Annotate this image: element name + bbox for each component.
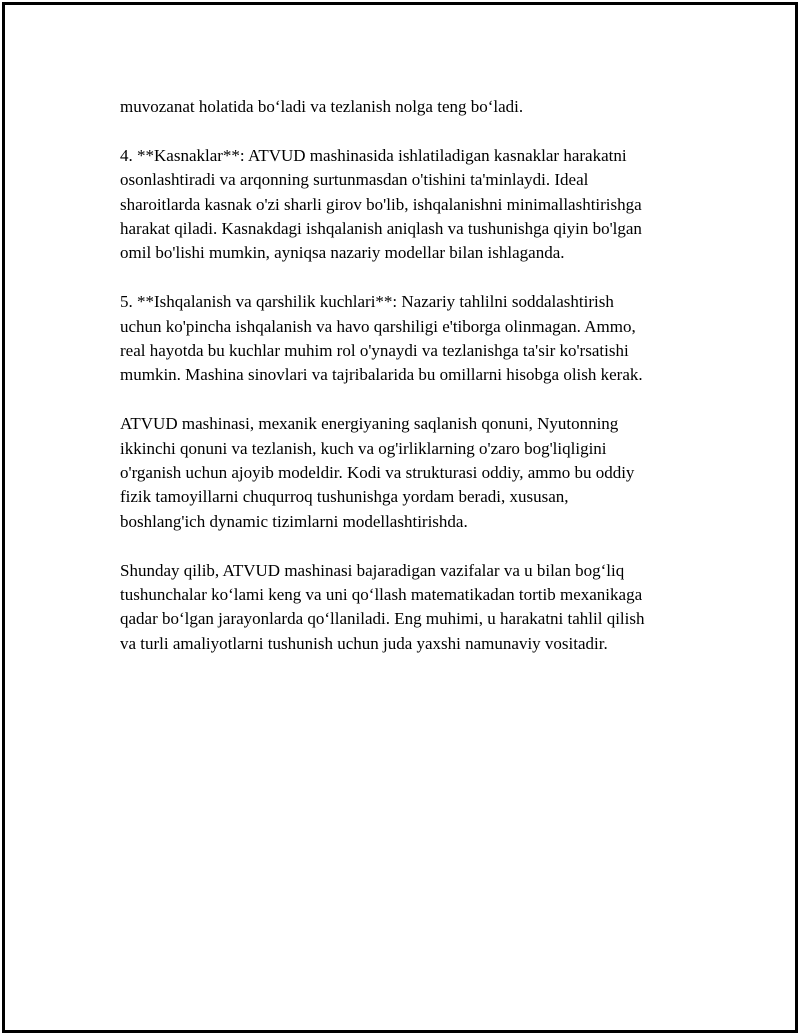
document-body (120, 95, 700, 681)
page-frame (2, 2, 798, 1033)
paragraph-conclusion: Shunday qilib, ATVUD mashinasi bajaradigan vazifalar va u bilan bog‘liq tushunchalar ko‘lami keng va uni qo‘llash matematikadan tortib mexanikaga qadar bo‘lgan jarayonlarda qo‘llaniladi. Eng muhimi, u harakatni tahlil qilish va turli amaliyotlarni tushunish uchun juda yaxshi namunaviy vositadir. (120, 560, 645, 653)
paragraph-atvud-model: ATVUD mashinasi, mexanik energiyaning saqlanish qonuni, Nyutonning ikkinchi qonuni va tezlanish, kuch va og'irliklarning o'zaro bog'liqligini o'rganish uchun ajoyib modeldir. Kodi va strukturasi oddiy, ammo bu oddiy fizik tamoyillarni chuqurroq tushunishga yordam beradi, xususan, boshlang'ich dynamic tizimlarni modellashtirishda. (120, 414, 635, 531)
paragraph-ishqalanish: 5. **Ishqalanish va qarshilik kuchlari**: Nazariy tahlilni soddalashtirish uchun ko'pincha ishqalanish va havo qarshiligi e'tiborga olinmagan. Ammo, real hayotda bu kuchlar muhim rol o'ynaydi va tezlanishga ta'sir ko'rsatishi mumkin. Mashina sinovlari va tajribalarida bu omillarni hisobga olish kerak. (120, 292, 643, 385)
paragraph-kasnaklar: 4. **Kasnaklar**: ATVUD mashinasida ishlatiladigan kasnaklar harakatni osonlashtiradi va arqonning surtunmasdan o'tishini ta'minlaydi. Ideal sharoitlarda kasnak o'zi sharli girov bo'lib, ishqalanishni minimallashtirishga harakat qiladi. Kasnakdagi ishqalanish aniqlash va tushunishga qiyin bo'lgan omil bo'lishi mumkin, ayniqsa nazariy modellar bilan ishlaganda. (120, 145, 642, 263)
paragraph-equilibrium-continuation: muvozanat holatida bo‘ladi va tezlanish nolga teng bo‘ladi. (120, 97, 524, 116)
